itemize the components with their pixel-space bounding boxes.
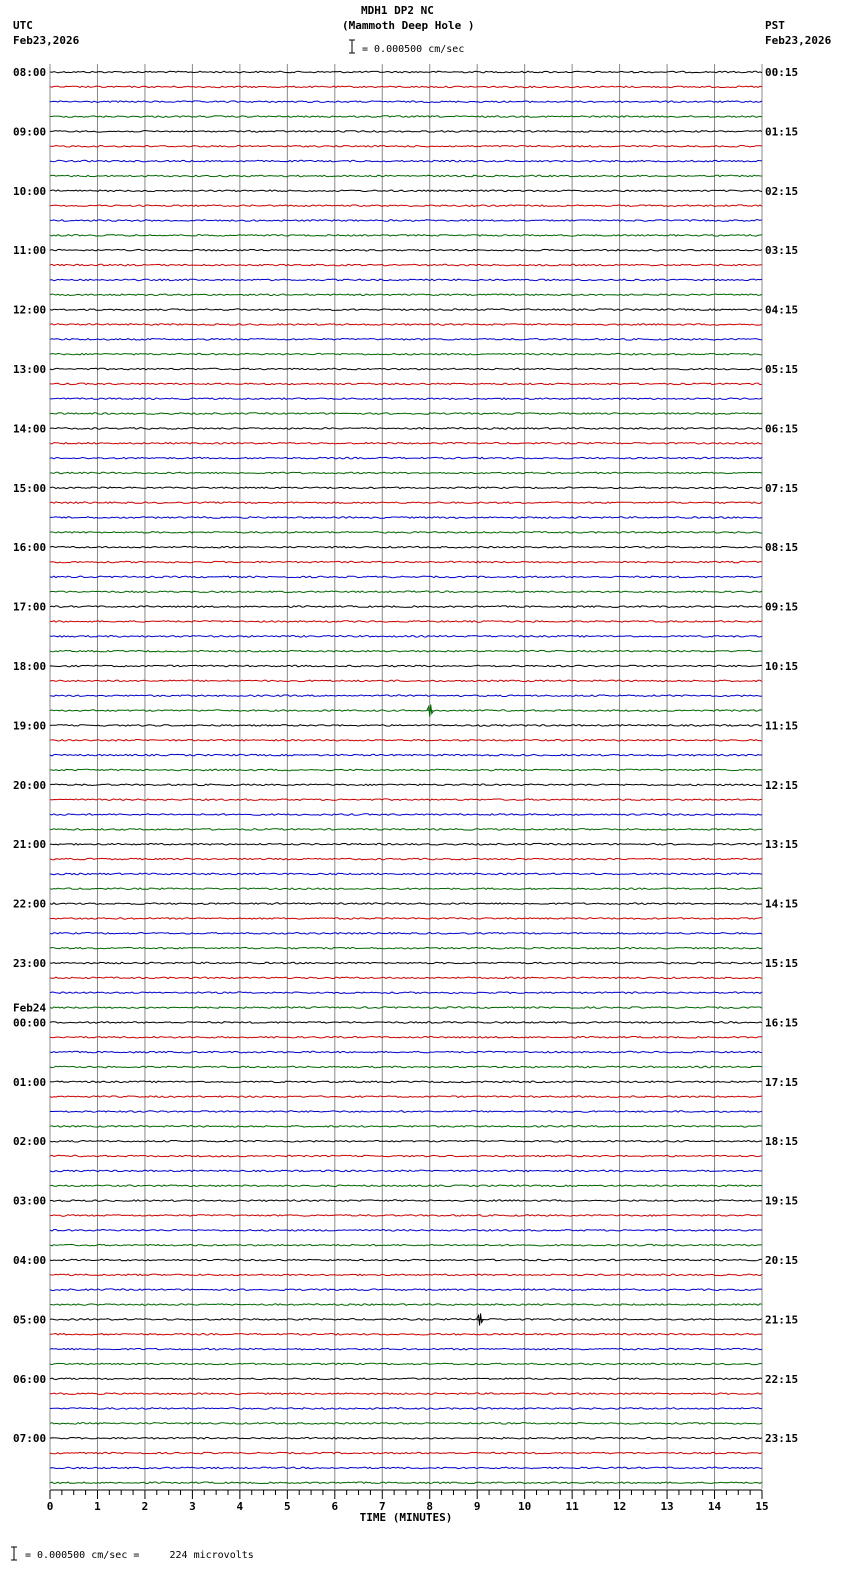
seismic-trace <box>50 1304 762 1306</box>
x-tick-label: 0 <box>46 1500 54 1513</box>
pst-hour-label: 00:15 <box>765 66 799 79</box>
seismic-trace <box>50 665 762 667</box>
utc-hour-label: 07:00 <box>13 1432 47 1446</box>
seismic-trace <box>50 1140 762 1142</box>
seismic-trace <box>50 1289 762 1291</box>
utc-hour-label: 16:00 <box>13 541 47 555</box>
seismic-trace <box>50 1037 762 1039</box>
seismic-trace <box>50 1022 762 1024</box>
seismic-trace <box>50 457 762 459</box>
seismic-trace <box>50 636 762 638</box>
seismic-trace <box>50 1452 762 1454</box>
pst-hour-label: 15:15 <box>765 957 799 970</box>
seismic-trace <box>50 740 762 742</box>
seismic-trace <box>50 933 762 935</box>
seismic-trace <box>50 710 762 712</box>
utc-hour-label: 02:00 <box>13 1135 47 1149</box>
seismic-trace <box>50 829 762 831</box>
pst-hour-label: 16:15 <box>765 1016 799 1030</box>
seismic-trace <box>50 86 762 88</box>
seismic-trace <box>50 606 762 608</box>
footer-scale-label: = 0.000500 cm/sec = 224 microvolts <box>25 1550 254 1561</box>
utc-hour-label: 12:00 <box>13 303 47 317</box>
seismic-trace <box>50 1096 762 1098</box>
pst-hour-label: 10:15 <box>765 660 799 673</box>
pst-hour-label: 23:15 <box>765 1432 799 1446</box>
seismic-trace <box>50 1185 762 1187</box>
pst-hour-label: 20:15 <box>765 1254 799 1267</box>
seismic-trace <box>50 1319 762 1321</box>
utc-hour-label: 14:00 <box>13 422 47 436</box>
seismic-trace <box>50 814 762 816</box>
x-axis-title: TIME (MINUTES) <box>359 1511 453 1524</box>
seismic-trace <box>50 725 762 727</box>
utc-hour-label: 17:00 <box>13 600 47 614</box>
seismic-trace <box>50 918 762 920</box>
utc-hour-label: 01:00 <box>13 1075 47 1089</box>
seismic-trace <box>50 1244 762 1246</box>
date-change-label: Feb24 <box>13 1001 47 1015</box>
seismic-trace <box>50 383 762 385</box>
utc-hour-label: 23:00 <box>13 957 47 970</box>
seismic-trace <box>50 591 762 593</box>
seismic-trace <box>50 754 762 756</box>
seismic-trace <box>50 1363 762 1365</box>
x-tick-label: 6 <box>331 1500 339 1513</box>
seismic-trace <box>50 1467 762 1469</box>
utc-hour-label: 20:00 <box>13 778 47 792</box>
utc-hour-label: 06:00 <box>13 1372 47 1386</box>
seismic-trace <box>50 428 762 430</box>
pst-hour-label: 18:15 <box>765 1135 799 1149</box>
seismic-trace <box>50 576 762 578</box>
seismic-trace <box>50 1126 762 1128</box>
pst-hour-label: 08:15 <box>765 541 799 555</box>
pst-hour-label: 05:15 <box>765 363 799 376</box>
x-tick-label: 3 <box>189 1500 196 1513</box>
seismic-trace <box>50 784 762 786</box>
x-tick-label: 15 <box>755 1500 769 1513</box>
seismic-trace <box>50 992 762 994</box>
seismic-trace <box>50 650 762 652</box>
seismic-trace <box>50 1437 762 1439</box>
seismic-trace <box>50 264 762 266</box>
x-tick-label: 8 <box>426 1500 434 1513</box>
seismic-trace <box>50 1200 762 1202</box>
seismic-trace <box>50 977 762 979</box>
utc-hour-label: 22:00 <box>13 897 47 911</box>
seismic-trace <box>50 1155 762 1157</box>
seismic-trace <box>50 903 762 905</box>
seismic-trace <box>50 309 762 311</box>
seismic-trace <box>50 472 762 474</box>
pst-hour-label: 19:15 <box>765 1194 799 1208</box>
seismic-trace <box>50 962 762 964</box>
seismic-trace <box>50 1378 762 1380</box>
utc-hour-label: 15:00 <box>13 481 47 495</box>
pst-hour-label: 17:15 <box>765 1075 799 1089</box>
station-subtitle: (Mammoth Deep Hole ) <box>342 19 475 32</box>
seismic-trace <box>50 1066 762 1068</box>
seismic-trace <box>50 220 762 222</box>
utc-hour-label: 21:00 <box>13 838 47 852</box>
utc-hour-label: 05:00 <box>13 1313 47 1327</box>
seismic-trace <box>50 561 762 563</box>
pst-hour-label: 06:15 <box>765 422 799 436</box>
seismic-trace <box>50 695 762 697</box>
right-date: Feb23,2026 <box>765 34 832 47</box>
utc-hour-label: 08:00 <box>13 66 47 79</box>
seismic-trace <box>50 1334 762 1336</box>
pst-hour-label: 04:15 <box>765 303 799 317</box>
x-tick-label: 7 <box>378 1500 386 1513</box>
seismic-trace <box>50 398 762 400</box>
seismic-trace <box>50 1007 762 1009</box>
seismic-trace <box>50 353 762 355</box>
x-tick-label: 10 <box>518 1500 532 1513</box>
pst-hour-label: 03:15 <box>765 244 799 258</box>
seismic-trace <box>50 1170 762 1172</box>
seismic-trace <box>50 517 762 519</box>
seismic-trace <box>50 888 762 890</box>
utc-hour-label: 11:00 <box>13 244 47 258</box>
seismic-trace <box>50 858 762 860</box>
seismic-trace <box>50 190 762 192</box>
seismic-trace <box>50 1408 762 1410</box>
x-tick-label: 1 <box>94 1500 101 1513</box>
station-title: MDH1 DP2 NC <box>361 4 434 17</box>
seismic-trace <box>50 947 762 949</box>
seismic-trace <box>50 873 762 875</box>
seismic-trace <box>50 175 762 177</box>
pst-hour-label: 01:15 <box>765 125 799 139</box>
left-timezone: UTC <box>13 19 33 32</box>
seismic-trace <box>50 413 762 415</box>
seismic-trace <box>50 116 762 118</box>
seismic-trace <box>50 1215 762 1217</box>
seismic-trace <box>50 546 762 548</box>
seismic-trace <box>50 799 762 801</box>
seismic-trace <box>50 487 762 489</box>
seismic-trace <box>50 1051 762 1053</box>
pst-hour-label: 11:15 <box>765 719 799 733</box>
seismic-trace <box>50 71 762 73</box>
seismic-trace <box>50 769 762 771</box>
seismic-trace <box>50 339 762 341</box>
seismic-trace <box>50 1111 762 1113</box>
seismic-trace <box>50 502 762 504</box>
seismic-trace <box>50 1259 762 1261</box>
seismic-trace <box>50 532 762 534</box>
pst-hour-label: 02:15 <box>765 184 799 198</box>
utc-hour-label: 04:00 <box>13 1254 47 1267</box>
seismic-trace <box>50 680 762 682</box>
utc-hour-label: 13:00 <box>13 363 47 376</box>
seismic-trace <box>50 131 762 133</box>
seismic-trace <box>50 249 762 251</box>
x-tick-label: 13 <box>660 1500 674 1513</box>
right-timezone: PST <box>765 19 785 32</box>
x-tick-label: 11 <box>565 1500 579 1513</box>
seismic-trace <box>50 205 762 207</box>
seismic-trace <box>50 1081 762 1083</box>
utc-hour-label: 10:00 <box>13 184 47 198</box>
seismic-trace <box>50 1230 762 1232</box>
pst-hour-label: 07:15 <box>765 481 799 495</box>
scale-label: = 0.000500 cm/sec <box>362 44 465 55</box>
pst-hour-label: 21:15 <box>765 1313 799 1327</box>
pst-hour-label: 09:15 <box>765 600 799 614</box>
seismic-trace <box>50 368 762 370</box>
pst-hour-label: 14:15 <box>765 897 799 911</box>
seismic-trace <box>50 1482 762 1484</box>
utc-hour-label: 00:00 <box>13 1016 47 1030</box>
seismic-trace <box>50 443 762 445</box>
seismic-trace <box>50 279 762 281</box>
x-tick-label: 9 <box>473 1500 481 1513</box>
utc-hour-label: 19:00 <box>13 719 47 733</box>
seismic-trace <box>50 621 762 623</box>
seismic-trace <box>50 160 762 162</box>
utc-hour-label: 03:00 <box>13 1194 47 1208</box>
x-tick-label: 12 <box>612 1500 627 1513</box>
seismic-trace <box>50 1274 762 1276</box>
seismic-trace <box>50 146 762 148</box>
seismic-trace <box>50 101 762 103</box>
x-tick-label: 4 <box>236 1500 244 1513</box>
x-tick-label: 5 <box>284 1500 291 1513</box>
seismic-trace <box>50 1393 762 1395</box>
seismic-trace <box>50 324 762 326</box>
seismic-trace <box>50 235 762 237</box>
pst-hour-label: 12:15 <box>765 778 799 792</box>
seismic-trace <box>50 294 762 296</box>
utc-hour-label: 09:00 <box>13 125 47 139</box>
pst-hour-label: 13:15 <box>765 838 799 852</box>
utc-hour-label: 18:00 <box>13 660 47 673</box>
left-date: Feb23,2026 <box>13 34 80 47</box>
pst-hour-label: 22:15 <box>765 1372 799 1386</box>
seismic-trace <box>50 1348 762 1350</box>
x-tick-label: 2 <box>141 1500 149 1513</box>
x-tick-label: 14 <box>707 1500 722 1513</box>
seismic-trace <box>50 843 762 845</box>
seismic-trace <box>50 1423 762 1425</box>
